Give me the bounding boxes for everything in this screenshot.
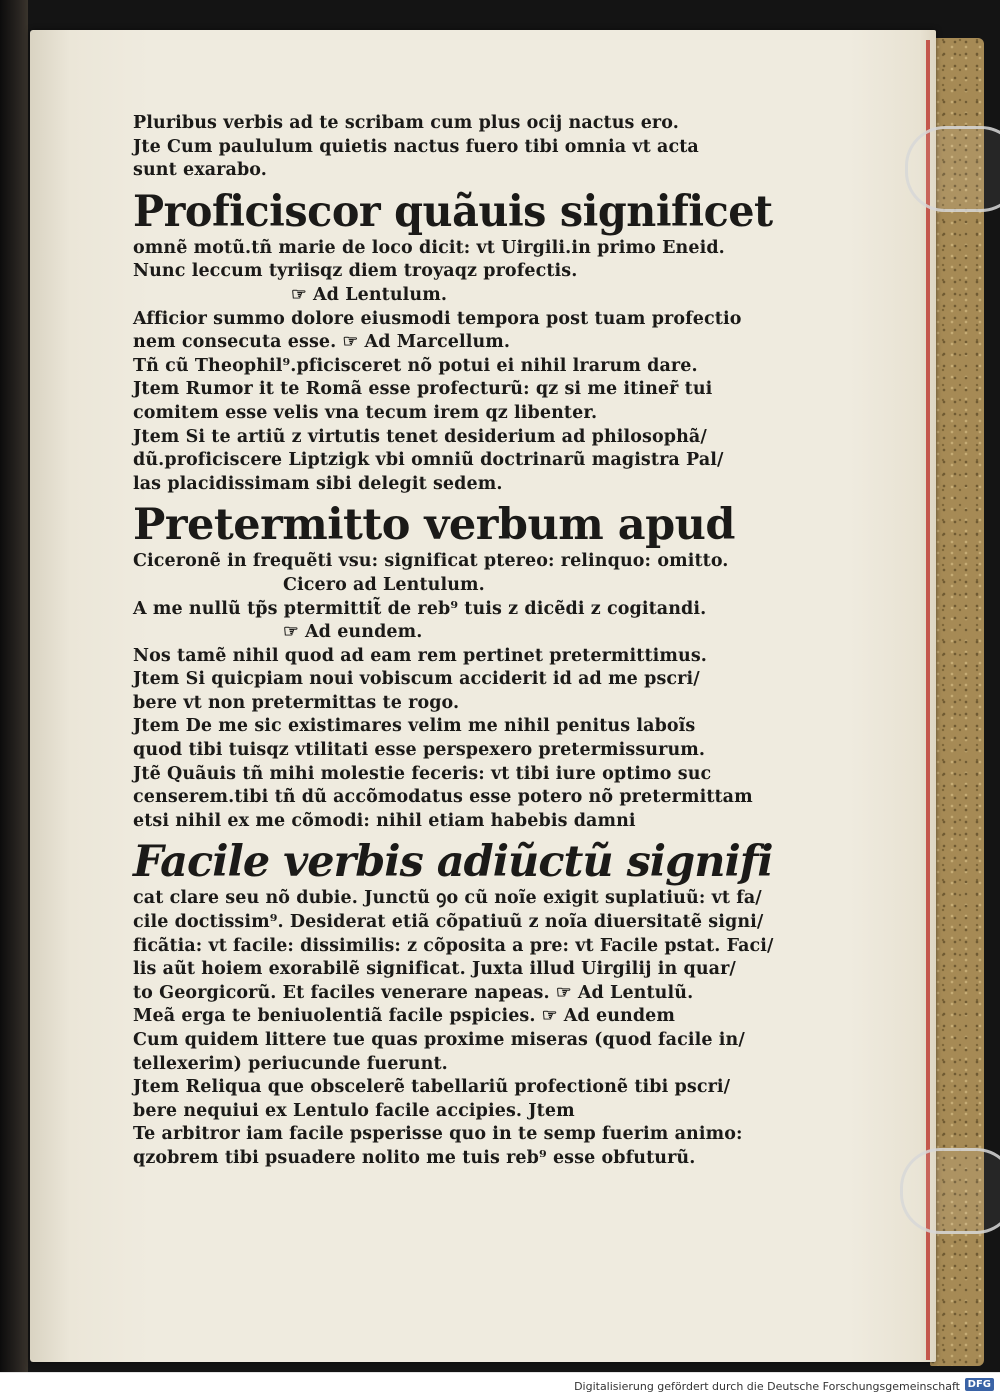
- text-line: to Georgicorũ. Et faciles venerare napeas. ☞ Ad Lentulũ.: [133, 982, 694, 1003]
- text-line: Jtẽ Quãuis tñ mihi molestie feceris: vt tibi iure optimo suc: [133, 763, 712, 784]
- text-line: sunt exarabo.: [133, 160, 267, 181]
- text-line: bere vt non pretermittas te rogo.: [133, 692, 460, 713]
- binding-shadow: [0, 0, 28, 1372]
- text-line: Tñ cũ Theophil⁹.pficisceret nõ potui ei nihil lrarum dare.: [133, 355, 698, 376]
- text-line: Nos tamẽ nihil quod ad eam rem pertinet pretermittimus.: [133, 645, 707, 666]
- heading-proficiscor: Proficiscor quãuis significet: [133, 186, 773, 237]
- text-line: Jtem Reliqua que obscelerẽ tabellariũ profectionẽ tibi pscri/: [133, 1077, 731, 1098]
- text-line: etsi nihil ex me cõmodi: nihil etiam habebis damni: [133, 810, 636, 831]
- text-line: cat clare seu nõ dubie. Junctũ ꝯo cũ noĩe exigit suplatiuũ: vt fa/: [133, 888, 762, 909]
- text-line: ficãtia: vt facile: dissimilis: z cõposita a pre: vt Facile pstat. Faci/: [133, 935, 774, 956]
- heading-facile: Facile verbis adiũctũ signifi: [133, 837, 773, 888]
- text-line: omnẽ motũ.tñ marie de loco dicit: vt Uirgili.in primo Eneid.: [133, 237, 725, 258]
- text-line: Ciceronẽ in frequẽti vsu: significat ptereo: relinquo: omitto.: [133, 551, 729, 572]
- text-line: Te arbitror iam facile psperisse quo in te semp fuerim animo:: [133, 1124, 743, 1145]
- funding-credit: Digitalisierung gefördert durch die Deutsche Forschungsgemeinschaft: [574, 1380, 960, 1393]
- footer-bar: [0, 1372, 1000, 1400]
- text-line: Nunc leccum tyriisqz diem troyaqz profectis.: [133, 261, 578, 282]
- text-line: quod tibi tuisqz vtilitati esse perspexero pretermissurum.: [133, 740, 706, 761]
- text-line: cile doctissim⁹. Desiderat etiã cõpatiuũ z noĩa diuersitatẽ signi/: [133, 912, 764, 933]
- text-line: lis aũt hoiem exorabilẽ significat. Juxta illud Uirgilij in quar/: [133, 959, 736, 980]
- text-line: Meã erga te beniuolentiã facile pspicies. ☞ Ad eundem: [133, 1006, 676, 1027]
- text-line: qzobrem tibi psuadere nolito me tuis reb⁹ esse obfuturũ.: [133, 1147, 696, 1168]
- dfg-logo: DFG: [965, 1378, 994, 1391]
- text-line: Jtem Rumor it te Romã esse profecturũ: qz si me itiner̃ tui: [133, 379, 713, 400]
- text-line: Jtem Si quicpiam noui vobiscum acciderit id ad me pscri/: [133, 669, 700, 690]
- page-text-block: [133, 112, 774, 1171]
- text-line-rubric: Cicero ad Lentulum.: [283, 574, 485, 595]
- text-line-rubric: ☞ Ad eundem.: [283, 622, 423, 643]
- text-line: Jtem Si te artiũ z virtutis tenet desiderium ad philosophã/: [133, 426, 707, 447]
- text-line: tellexerim) periucunde fuerunt.: [133, 1053, 448, 1074]
- text-line: Jte Cum paululum quietis nactus fuero tibi omnia vt acta: [133, 136, 699, 157]
- text-line: Afficior summo dolore eiusmodi tempora post tuam profectio: [133, 308, 742, 329]
- heading-pretermitto: Pretermitto verbum apud: [133, 500, 735, 551]
- text-line: A me nullũ tp̃s ptermittit̃ de reb⁹ tuis z dicẽdi z cogitandi.: [133, 598, 707, 619]
- text-line: nem consecuta esse. ☞ Ad Marcellum.: [133, 332, 511, 353]
- text-line: comitem esse velis vna tecum irem qz libenter.: [133, 402, 598, 423]
- text-line: dũ.proficiscere Liptzigk vbi omniũ doctrinarũ magistra Pal/: [133, 450, 724, 471]
- page-clip-bottom: [900, 1148, 1000, 1234]
- text-line: Cum quidem littere tue quas proxime miseras (quod facile in/: [133, 1030, 745, 1050]
- text-line: censerem.tibi tñ dũ accõmodatus esse potero nõ pretermittam: [133, 787, 753, 808]
- page-clip-top: [905, 126, 1000, 212]
- text-line-rubric: ☞ Ad Lentulum.: [291, 284, 448, 305]
- text-line: bere nequiui ex Lentulo facile accipies. Jtem: [133, 1100, 575, 1121]
- text-line: las placidissimam sibi delegit sedem.: [133, 473, 503, 494]
- text-line: Jtem De me sic existimares velim me nihil penitus laboĩs: [133, 716, 696, 737]
- text-line: Pluribus verbis ad te scribam cum plus ocij nactus ero.: [133, 113, 679, 133]
